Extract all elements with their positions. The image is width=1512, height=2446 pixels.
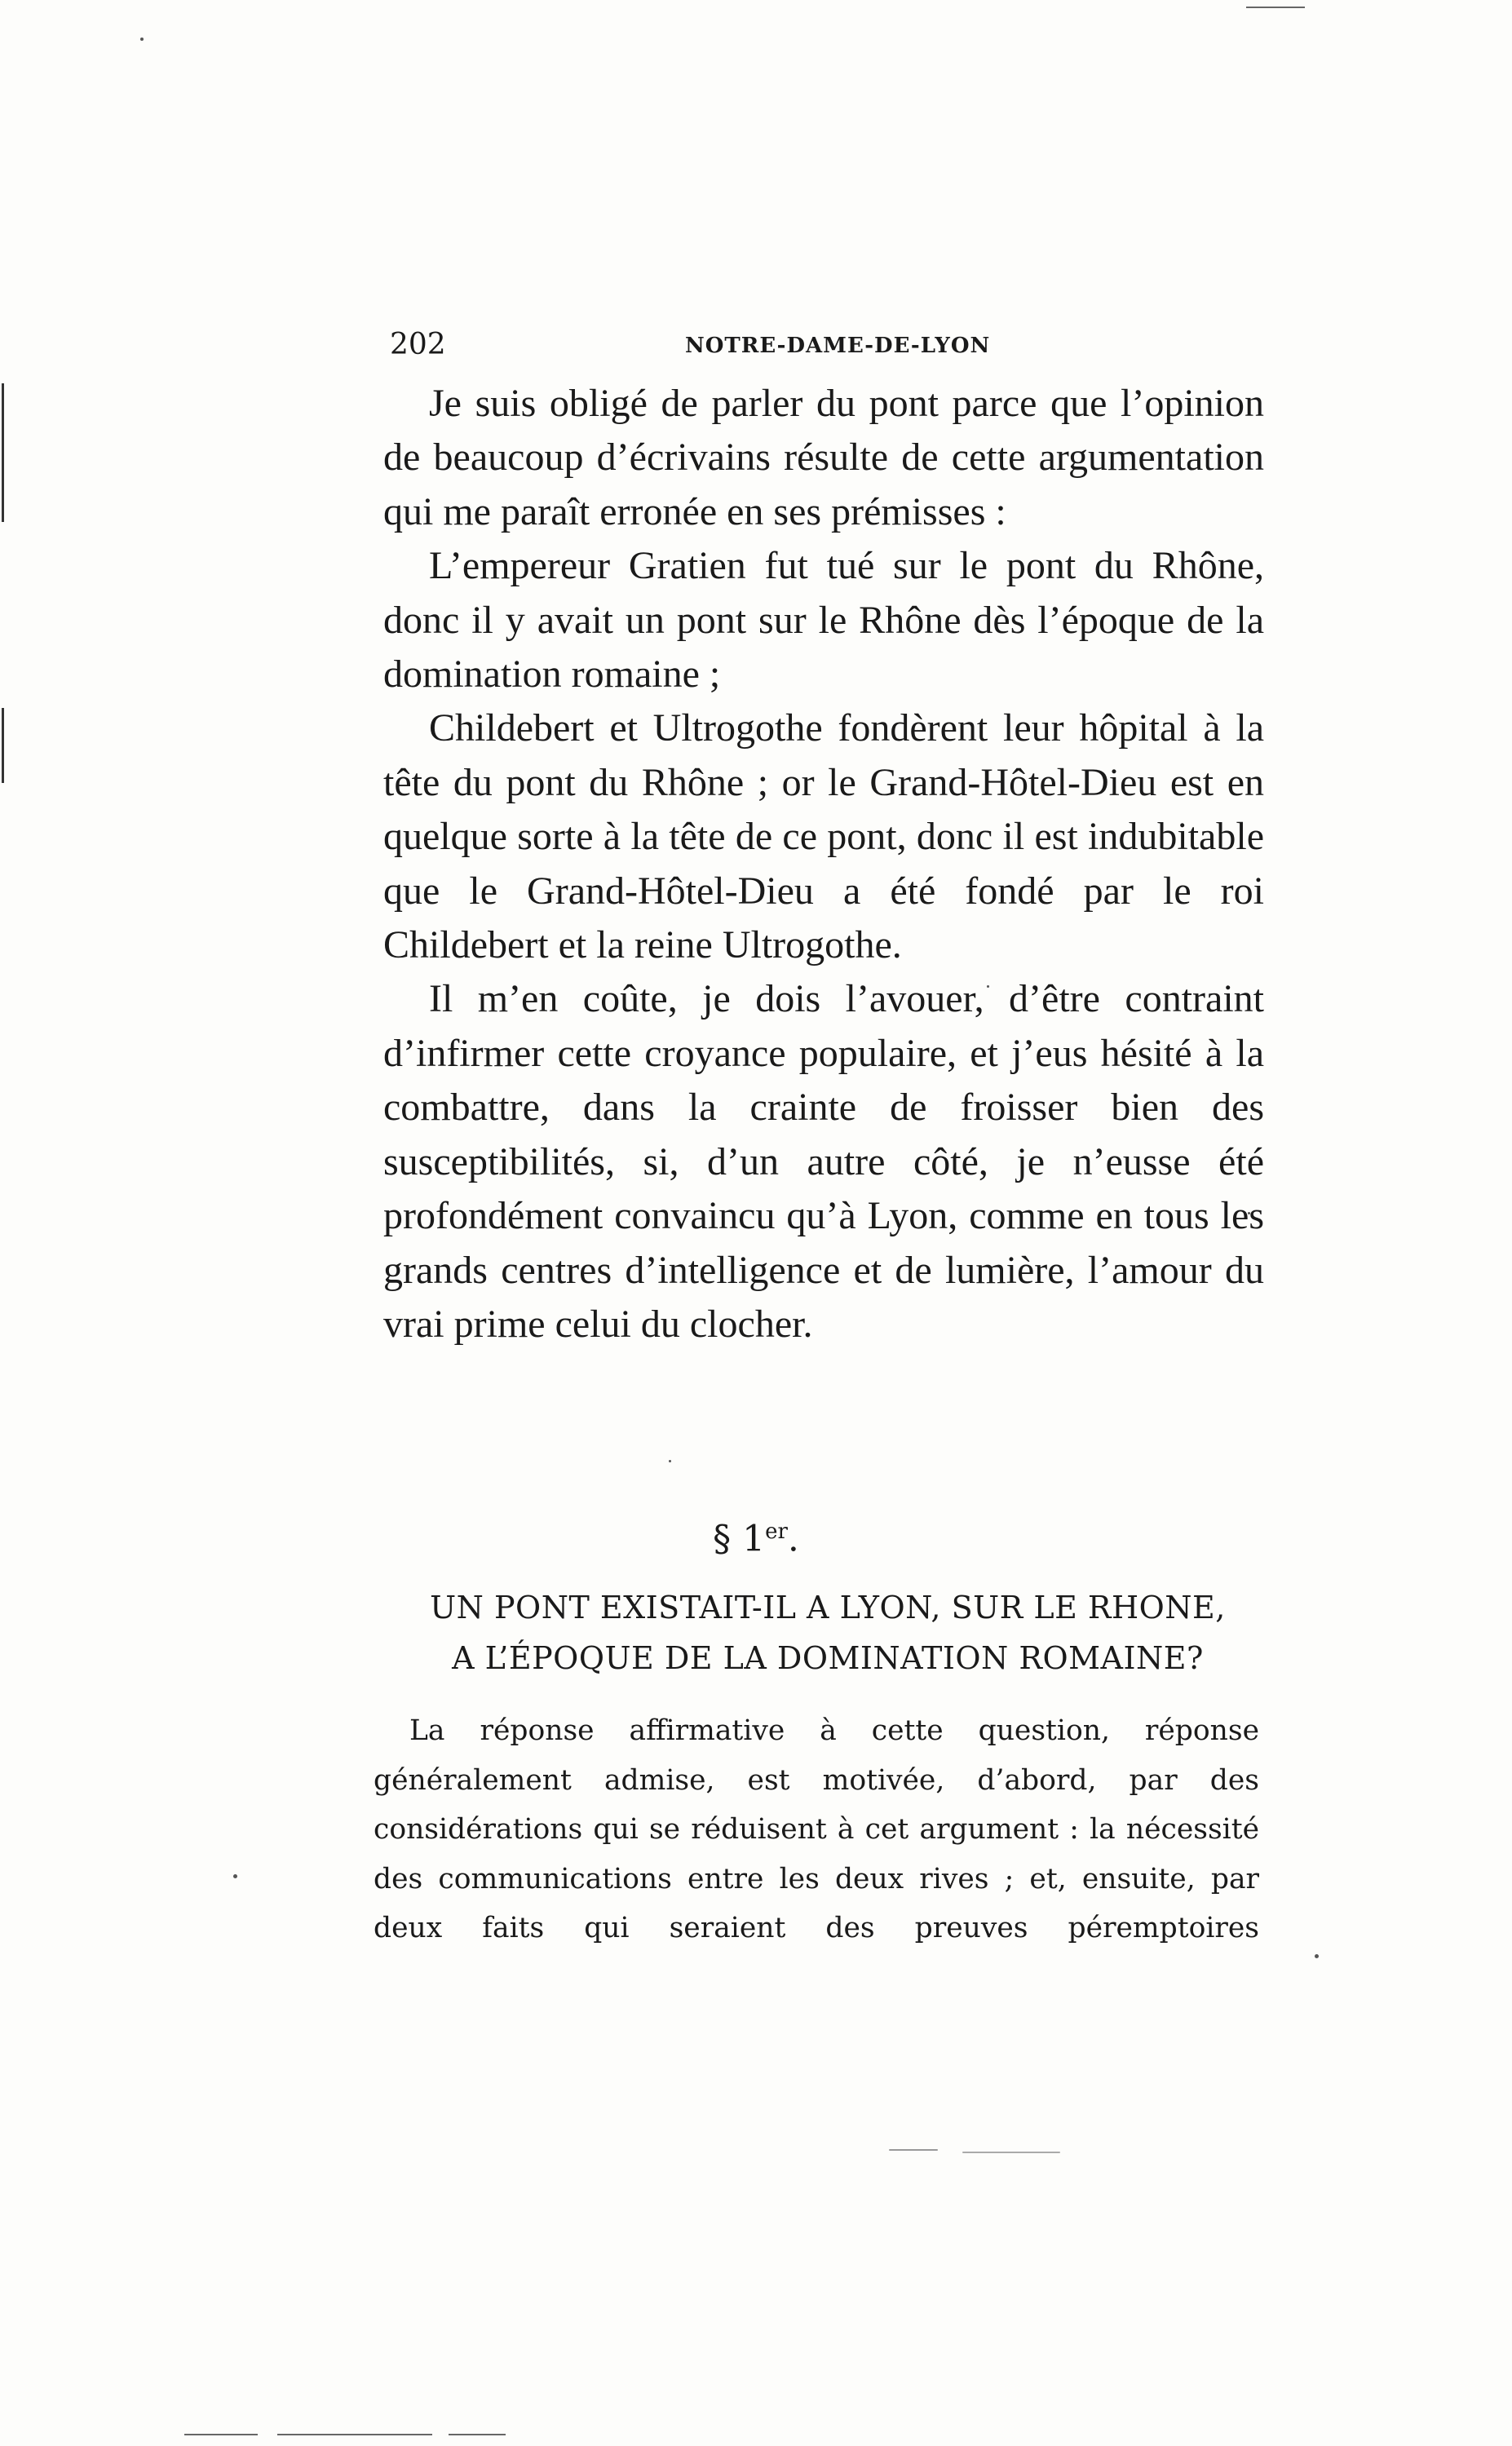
- section-title: [391, 1582, 1264, 1683]
- top-dash: [1246, 7, 1305, 8]
- left-margin-rule: [2, 383, 4, 522]
- running-title: NOTRE-DAME-DE-LYON: [685, 334, 991, 358]
- paragraph: Je suis obligé de parler du pont parce que l’opinion de beaucoup d’écrivains résulte de cette argumentation qui me paraît erronée en ses prémisses :: [383, 382, 1264, 533]
- paragraph: Il m’en coûte, je dois l’avouer, d’être contraint d’infirmer cette croyance populaire, et j’eus hésité à la combattre, dans la crainte de froisser bien des susceptibilités, si, d’un autre côté, je n’eusse été profondément convaincu qu’à Lyon, comme en tous les grands centres d’intelligence et de lumière, l’amour du vrai prime celui du clocher.: [383, 977, 1264, 1346]
- page-number: 202: [390, 328, 446, 361]
- section-title-line-1: UN PONT EXISTAIT-IL A LYON, SUR LE RHONE,: [430, 1590, 1226, 1626]
- paragraph: L’empereur Gratien fut tué sur le pont du Rhône, donc il y avait un pont sur le Rhône dès l’époque de la domination romaine ;: [383, 544, 1264, 697]
- left-margin-rule-lower: [2, 708, 4, 783]
- section-title-line-2: A L’ÉPOQUE DE LA DOMINATION ROMAINE?: [452, 1640, 1204, 1676]
- body-text: [383, 377, 1264, 1351]
- section-mark-text: § 1: [713, 1518, 766, 1560]
- section-mark-sup: er: [765, 1519, 788, 1544]
- section-mark: [0, 1507, 1512, 1564]
- paragraph: Childebert et Ultrogothe fondèrent leur hôpital à la tête du pont du Rhône ; or le Grand-Hôtel-Dieu est en quelque sorte à la tête de ce pont, donc il est indubitable que le Grand-Hôtel-Dieu a été fondé par le roi Childebert et la reine Ultrogothe.: [383, 706, 1264, 967]
- running-head: [390, 325, 1271, 365]
- bottom-dash-1: [184, 2434, 258, 2435]
- bottom-dash-2: [277, 2434, 432, 2435]
- section-mark-end: .: [787, 1518, 799, 1560]
- bottom-dash-3: [449, 2434, 506, 2435]
- section-body: La réponse affirmative à cette question, réponse généralement admise, est motivée, d’abord, par des considérations qui se réduisent à cet argument : la nécessité des communications entre les deux rives ; et, ensuite, par deux faits qui seraient des preuves péremptoires: [374, 1714, 1259, 1944]
